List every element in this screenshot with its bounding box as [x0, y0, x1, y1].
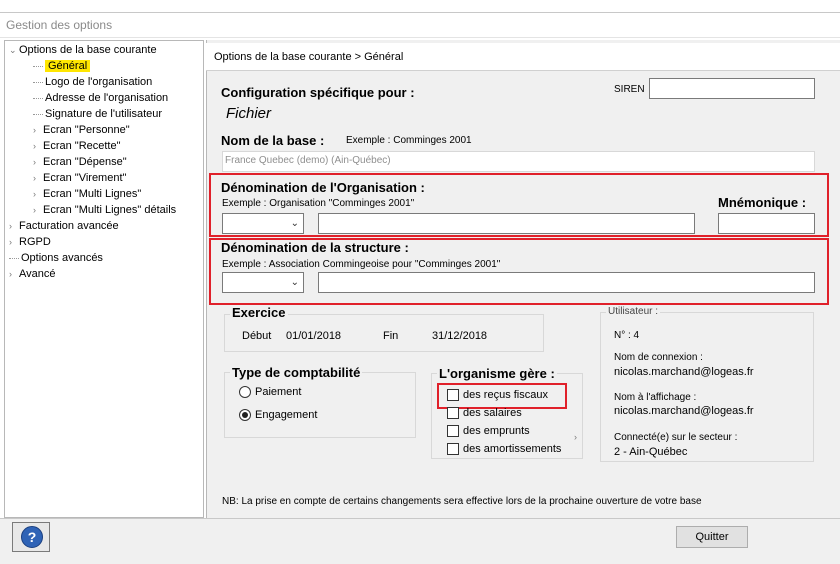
- organisation-label: Dénomination de l'Organisation :: [221, 180, 425, 195]
- tree-node-root[interactable]: ⌄ Options de la base courante: [9, 44, 157, 56]
- affichage-value: nicolas.marchand@logeas.fr: [614, 405, 754, 417]
- organisation-name-input[interactable]: [318, 213, 695, 234]
- tree-node-ecran-multi-lignes[interactable]: › Ecran "Multi Lignes": [33, 188, 142, 200]
- radio-selected-icon[interactable]: [239, 409, 251, 421]
- chevron-right-icon[interactable]: ›: [9, 221, 12, 231]
- chevron-down-icon: ⌄: [290, 218, 299, 229]
- help-button[interactable]: [12, 522, 50, 552]
- structure-type-select[interactable]: [222, 272, 304, 293]
- quit-button[interactable]: Quitter: [676, 526, 748, 548]
- scroll-chevron-icon[interactable]: ›: [574, 432, 577, 442]
- chevron-right-icon[interactable]: ›: [33, 141, 36, 151]
- secteur-label: Connecté(e) sur le secteur :: [614, 432, 738, 443]
- comptabilite-label: Type de comptabilité: [232, 365, 361, 380]
- tree-node-facturation[interactable]: › Facturation avancée: [9, 220, 119, 232]
- window-title: Gestion des options: [6, 18, 113, 32]
- checkbox-salaires[interactable]: des salaires: [447, 407, 522, 419]
- tree-node-rgpd[interactable]: › RGPD: [9, 236, 51, 248]
- tree-node-avance[interactable]: › Avancé: [9, 268, 56, 280]
- utilisateur-numero: N° : 4: [614, 330, 640, 341]
- radio-paiement[interactable]: Paiement: [239, 386, 301, 398]
- chevron-right-icon[interactable]: ›: [33, 205, 36, 215]
- tree-node-logo[interactable]: Logo de l'organisation: [33, 74, 152, 90]
- tree-node-ecran-personne[interactable]: › Ecran "Personne": [33, 124, 130, 136]
- chevron-right-icon[interactable]: ›: [9, 269, 12, 279]
- tree-node-ecran-recette[interactable]: › Ecran "Recette": [33, 140, 121, 152]
- config-title: Configuration spécifique pour :: [221, 85, 415, 100]
- fin-label: Fin: [383, 330, 399, 342]
- structure-name-input[interactable]: [318, 272, 815, 293]
- note-text: NB: La prise en compte de certains changements sera effective lors de la prochaine ouverture de votre base: [222, 496, 702, 507]
- checkbox-icon[interactable]: [447, 407, 459, 419]
- chevron-down-icon[interactable]: ⌄: [9, 45, 17, 55]
- organisation-example: Exemple : Organisation "Comminges 2001": [222, 198, 415, 209]
- connexion-value: nicolas.marchand@logeas.fr: [614, 366, 754, 378]
- debut-value: 01/01/2018: [286, 330, 342, 342]
- options-tree[interactable]: [4, 40, 204, 518]
- mnemonic-label: Mnémonique :: [718, 195, 807, 210]
- tree-node-general[interactable]: Général: [33, 58, 90, 74]
- radio-engagement[interactable]: Engagement: [239, 409, 317, 421]
- config-value: Fichier: [226, 105, 272, 122]
- radio-circle-icon[interactable]: [239, 386, 251, 398]
- siren-label: SIREN: [614, 84, 645, 95]
- checkbox-recus-fiscaux[interactable]: des reçus fiscaux: [447, 389, 548, 401]
- tree-node-ecran-depense[interactable]: › Ecran "Dépense": [33, 156, 127, 168]
- chevron-down-icon: ⌄: [290, 277, 299, 288]
- chevron-right-icon[interactable]: ›: [33, 125, 36, 135]
- siren-input[interactable]: [649, 78, 815, 99]
- base-name-field: France Quebec (demo) (Ain-Québec): [222, 151, 815, 172]
- organisation-type-select[interactable]: [222, 213, 304, 234]
- debut-label: Début: [242, 330, 272, 342]
- tree-node-options-avances[interactable]: Options avancés: [9, 250, 103, 266]
- mnemonic-input[interactable]: [718, 213, 815, 234]
- tree-node-signature[interactable]: Signature de l'utilisateur: [33, 106, 162, 122]
- organisme-label: L'organisme gère :: [439, 366, 555, 381]
- checkbox-emprunts[interactable]: des emprunts: [447, 425, 530, 437]
- checkbox-icon[interactable]: [447, 443, 459, 455]
- affichage-label: Nom à l'affichage :: [614, 392, 697, 403]
- base-name-label: Nom de la base :: [221, 133, 325, 148]
- structure-label: Dénomination de la structure :: [221, 240, 409, 255]
- secteur-value: 2 - Ain-Québec: [614, 446, 688, 458]
- breadcrumb: Options de la base courante > Général: [206, 43, 840, 71]
- tree-node-ecran-multi-lignes-details[interactable]: › Ecran "Multi Lignes" détails: [33, 204, 177, 216]
- base-name-example: Exemple : Comminges 2001: [346, 135, 472, 146]
- checkbox-icon[interactable]: [447, 389, 459, 401]
- tree-node-adresse[interactable]: Adresse de l'organisation: [33, 90, 168, 106]
- structure-example: Exemple : Association Commingeoise pour "Comminges 2001": [222, 259, 501, 270]
- chevron-right-icon[interactable]: ›: [33, 157, 36, 167]
- chevron-right-icon[interactable]: ›: [33, 173, 36, 183]
- help-icon: ?: [21, 526, 43, 548]
- window-titlebar: [0, 12, 840, 38]
- exercice-label: Exercice: [232, 305, 286, 320]
- chevron-right-icon[interactable]: ›: [9, 237, 12, 247]
- checkbox-icon[interactable]: [447, 425, 459, 437]
- chevron-right-icon[interactable]: ›: [33, 189, 36, 199]
- utilisateur-label: Utilisateur :: [608, 306, 659, 317]
- fin-value: 31/12/2018: [432, 330, 488, 342]
- connexion-label: Nom de connexion :: [614, 352, 703, 363]
- tree-node-ecran-virement[interactable]: › Ecran "Virement": [33, 172, 127, 184]
- checkbox-amortissements[interactable]: des amortissements: [447, 443, 561, 455]
- comptabilite-group: [224, 372, 416, 438]
